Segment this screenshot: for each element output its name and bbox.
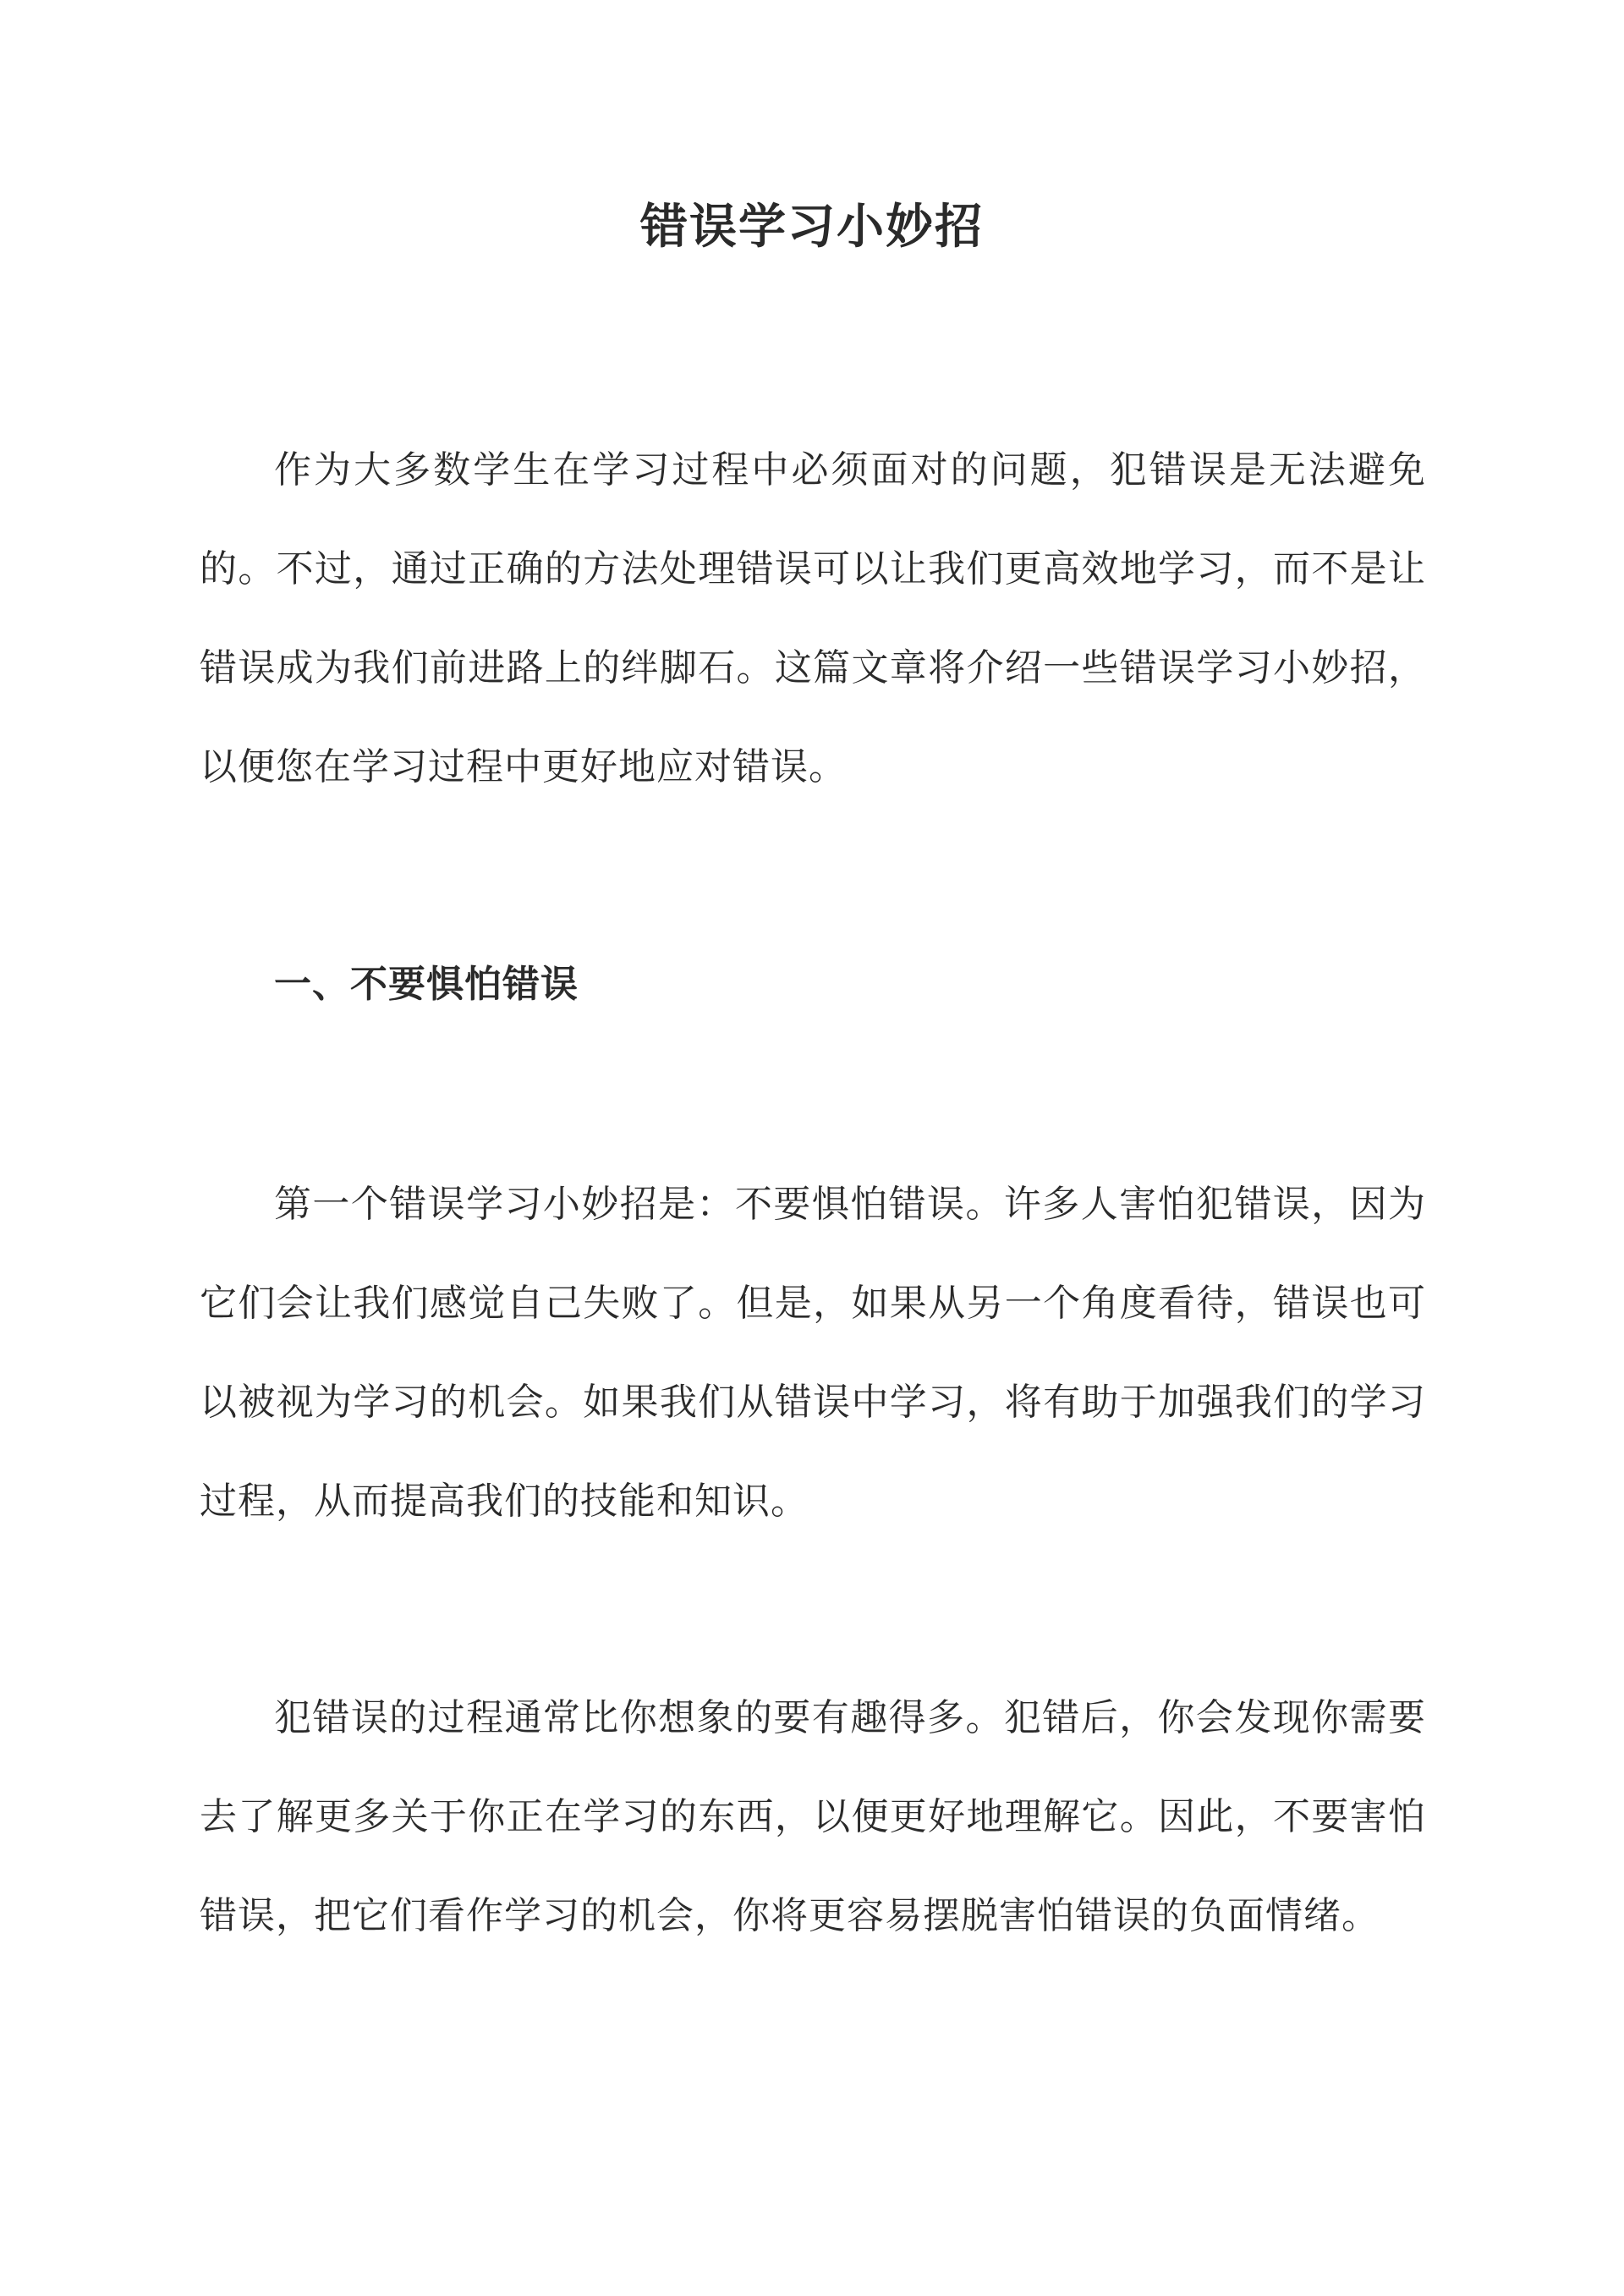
intro-paragraph: 作为大多数学生在学习过程中必须面对的问题，犯错误是无法避免的。不过，通过正确的方法处理错误可以让我们更高效地学习，而不是让错误成为我们前进路上的绊脚石。这篇文章将介绍一些错误学习小妙招，以便您在学习过程中更好地应对错误。 [200,448,1426,788]
section-heading: 一、不要惧怕错误 [274,963,579,1006]
document-title: 错误学习小妙招 [640,199,984,255]
body-paragraph: 犯错误的过程通常比你想象的要有趣得多。犯错后，你会发现你需要去了解更多关于你正在学习的东西，以便更好地理解它。因此，不要害怕错误，把它们看作学习的机会，你将更容易摆脱害怕错误的负面情绪。 [200,1696,1426,1937]
body-paragraph: 第一个错误学习小妙招是：不要惧怕错误。许多人害怕犯错误，因为它们会让我们感觉自己失败了。但是，如果从另一个角度看待，错误也可以被视为学习的机会。如果我们从错误中学习，将有助于加强我们的学习过程，从而提高我们的技能和知识。 [200,1183,1426,1523]
